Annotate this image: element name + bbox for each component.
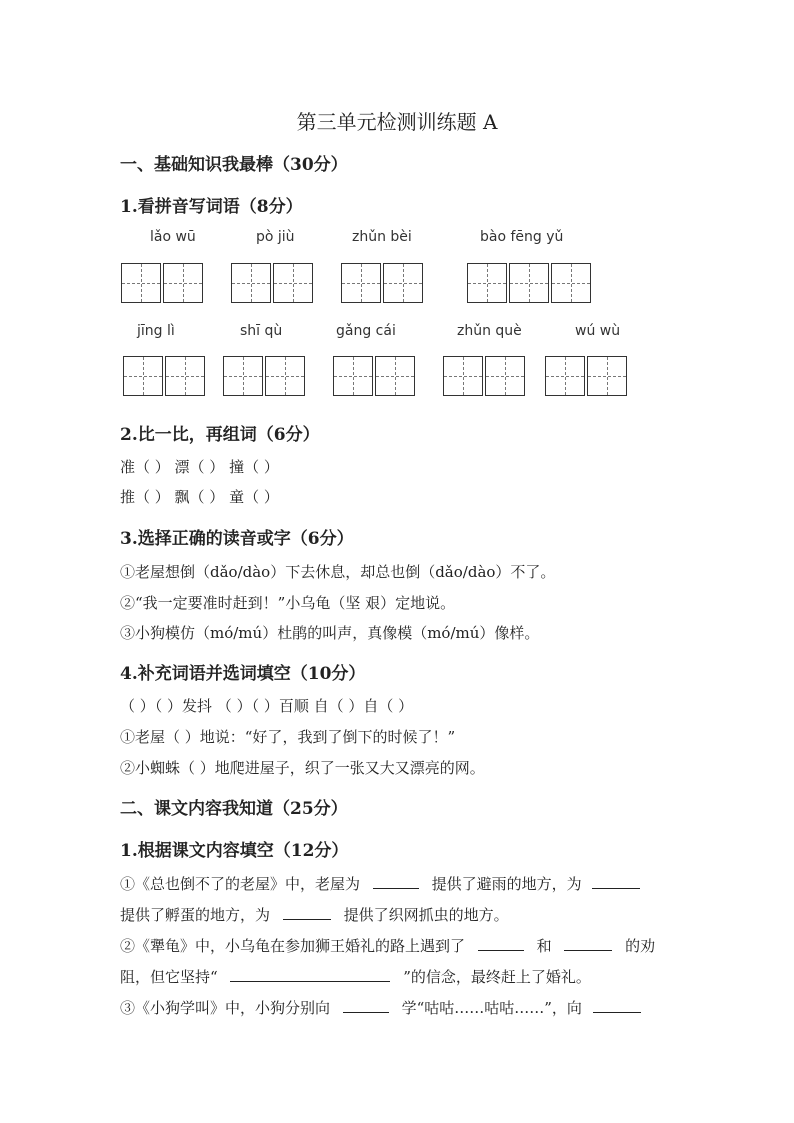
pinyin-label: bào fēng yǔ [480,229,564,245]
pinyin-label: zhǔn què [457,323,522,339]
writing-cell[interactable] [375,356,415,396]
fill-text: ③《小狗学叫》中，小狗分别向 [120,999,331,1017]
writing-cell[interactable] [467,263,507,303]
writing-cell[interactable] [123,356,163,396]
question-line: ②小蜘蛛（ ）地爬进屋子，织了一张又大又漂亮的网。 [120,759,485,777]
writing-cell[interactable] [383,263,423,303]
fill-text: 的劝 [625,937,656,955]
writing-cell[interactable] [485,356,525,396]
fill-text: 提供了孵蛋的地方，为 [120,906,271,924]
fill-text: 提供了织网抓虫的地方。 [343,906,509,924]
answer-blank[interactable] [343,998,389,1013]
page-title: 第三单元检测训练题 A [296,110,498,134]
section2-heading: 二、课文内容我知道（25分） [120,799,348,819]
pinyin-label: gǎng cái [336,323,396,339]
answer-blank[interactable] [592,874,640,889]
writing-cell[interactable] [587,356,627,396]
section1-heading: 一、基础知识我最棒（30分） [120,155,348,175]
writing-cell[interactable] [165,356,205,396]
writing-cell[interactable] [223,356,263,396]
q4-heading: 4.补充词语并选词填空（10分） [120,664,366,684]
writing-cell[interactable] [443,356,483,396]
compare-line: 准（ ） 漂（ ） 撞（ ） [120,458,279,476]
fill-line [120,966,591,987]
writing-cell[interactable] [231,263,271,303]
writing-cell[interactable] [545,356,585,396]
fill-line [120,904,509,925]
fill-text: 学“咕咕……咕咕……”，向 [401,999,582,1017]
compare-line: 推（ ） 飘（ ） 童（ ） [120,488,279,506]
question-line: ③小狗模仿（mó/mú）杜鹃的叫声，真像模（mó/mú）像样。 [120,624,540,642]
q3-heading: 3.选择正确的读音或字（6分） [120,529,354,549]
pinyin-label: shī qù [240,323,283,339]
writing-cell[interactable] [551,263,591,303]
answer-blank[interactable] [593,998,641,1013]
pinyin-label: wú wù [575,323,621,339]
writing-cell[interactable] [509,263,549,303]
q1-heading: 1.看拼音写词语（8分） [120,197,303,217]
question-line: ①老屋想倒（dǎo/dào）下去休息，却总也倒（dǎo/dào）不了。 [120,563,556,581]
fill-text: 和 [536,937,552,955]
answer-blank[interactable] [564,936,612,951]
question-line: ②“我一定要准时赶到！”小乌龟（坚 艰）定地说。 [120,594,456,612]
fill-line [120,873,640,894]
answer-blank[interactable] [373,874,419,889]
answer-blank[interactable] [283,905,331,920]
question-line: ①老屋（ ）地说：“好了，我到了倒下的时候了！” [120,728,456,746]
fill-text: ”的信念，最终赶上了婚礼。 [403,968,591,986]
fill-line [120,935,655,956]
fill-line [120,997,641,1018]
q2-heading: 2.比一比，再组词（6分） [120,425,320,445]
writing-cell[interactable] [333,356,373,396]
answer-blank[interactable] [478,936,524,951]
pinyin-label: jīng lì [137,323,175,339]
s2-q1-heading: 1.根据课文内容填空（12分） [120,841,349,861]
fill-text: 提供了避雨的地方，为 [431,875,582,893]
writing-cell[interactable] [121,263,161,303]
writing-cell[interactable] [341,263,381,303]
answer-blank[interactable] [230,967,390,982]
writing-cell[interactable] [273,263,313,303]
writing-cell[interactable] [265,356,305,396]
pinyin-label: pò jiù [256,229,295,245]
writing-cell[interactable] [163,263,203,303]
fill-text: ②《犟龟》中，小乌龟在参加狮王婚礼的路上遇到了 [120,937,466,955]
pinyin-label: lǎo wū [150,229,196,245]
question-line: （ ）（ ）发抖 （ ）（ ）百顺 自（ ）自（ ） [120,697,414,715]
pinyin-label: zhǔn bèi [352,229,412,245]
fill-text: 阻，但它坚持“ [120,968,218,986]
fill-text: ①《总也倒不了的老屋》中，老屋为 [120,875,361,893]
